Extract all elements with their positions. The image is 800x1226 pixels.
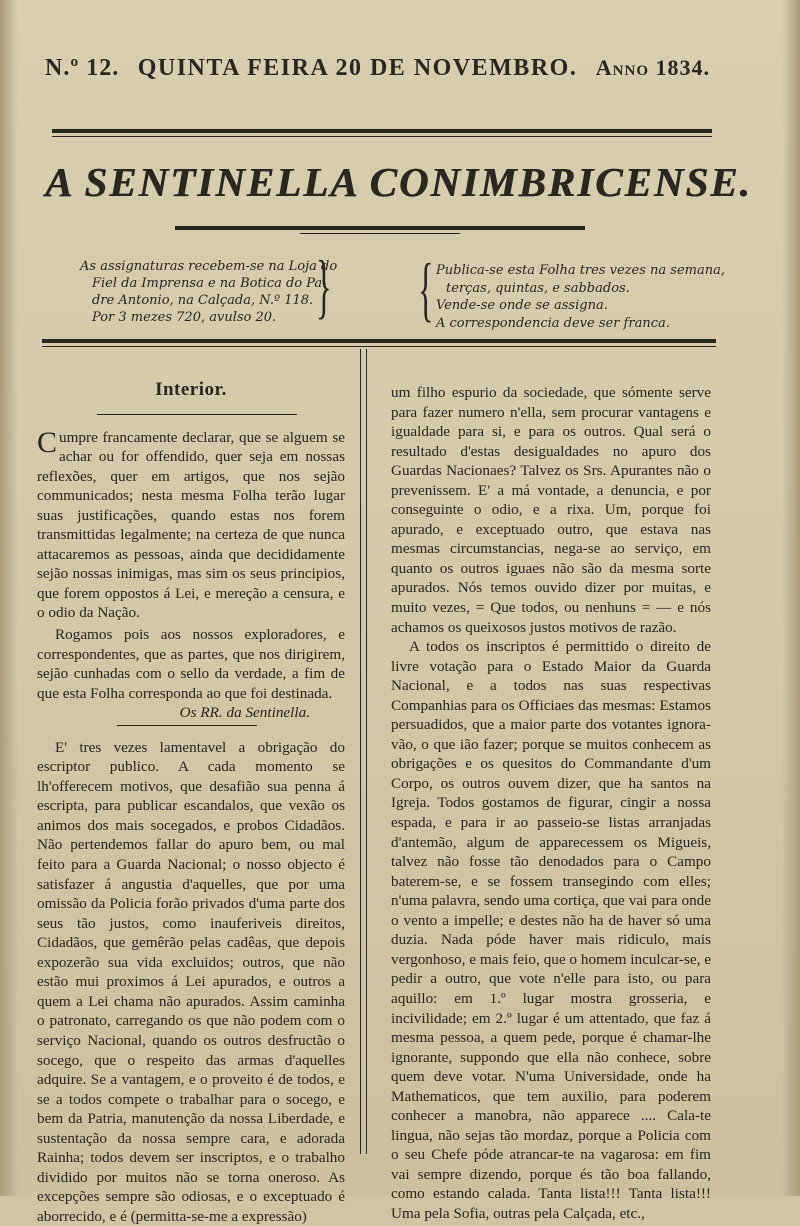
article-column-right bbox=[391, 383, 711, 1224]
drop-cap: C bbox=[37, 425, 58, 459]
article-paragraph: A todos os inscriptos é permittido o direito de livre votação para o Estado Maior da Guarda Nacional, e a todos nas suas respectivas Companhias para os Officiaes das mesmas: Estamos persuadidos, que a maior parte dos votantes ignora-vão, o que ião fazer; porque se muitos conhecem as obrigações e os quesitos do Commandante d'um Corpo, os outros ouvem dizer, que ha santos na Igreja. Todos gostamos de figurar, cingir a nossa espada, e para ir ao passeio-se listas arranjadas d'antemão, algum de apparecessem os Migueis, talvez não fosse tão denodados para o Campo baterem-se, e se fossem transegindo com elles; n'uma palavra, sendo uma cortiça, que vai para onde o vento a impelle; e destes não ha de haver só uma duzia. Nada póde haver mais ridiculo, mais vergonhoso, e mais feio, que o homem inculcar-se, e pedir a outro, que vote n'elle para isto, ou para aquillo: em 1.º lugar mostra grosseria, e incivilidade; em 2.º lugar é um attentado, que faz á mesma pessoa, a quem pede, porque é chamar-lhe ignorante, suppondo que ella não conhece, sobre quem deve votar. N'uma Universidade, onde ha Mathematicos, que tem auxilio, para poderem conhecer a manobra, não apparece .... Cala-te lingua, não sejas tão mordaz, porque a Policia com o seu Chefe póde atrancar-te na vagarosa: em fim vai sempre dizendo, porque és tão boa fallando, como estando calada. Tanta lista!!! Tanta lista!!! Uma pela Sofia, outras pela Calçada, etc., bbox=[391, 638, 711, 1222]
publication-info bbox=[436, 262, 736, 332]
article-paragraph: Rogamos pois aos nossos exploradores, e correspondentes, que as partes, que nos dirigirem, sejão cunhadas com o sello da verdade, a fim de que esta Folha corresponda ao que foi destinada. bbox=[37, 626, 345, 702]
publication-line: Publica-se esta Folha tres vezes na semana, bbox=[436, 263, 725, 278]
subscription-line: Por 3 mezes 720, avulso 20. bbox=[92, 310, 277, 325]
subscription-line: As assignaturas recebem-se na Loja do bbox=[80, 259, 338, 274]
publication-line: A correspondencia deve ser franca. bbox=[436, 315, 670, 331]
issue-year: Anno 1834. bbox=[595, 55, 710, 80]
subscription-line: dre Antonio, na Calçada, N.º 118. bbox=[92, 293, 314, 308]
left-brace: { bbox=[418, 249, 434, 329]
subscription-info bbox=[80, 258, 338, 326]
publication-line: Vende-se onde se assigna. bbox=[436, 298, 608, 313]
article-column-left bbox=[37, 380, 345, 1226]
signature-rule bbox=[117, 725, 257, 726]
column-divider bbox=[360, 349, 361, 1154]
publication-line: terças, quintas, e sabbados. bbox=[446, 280, 630, 296]
subscription-line: Fiel da Imprensa e na Botica do Pa- bbox=[92, 276, 327, 291]
masthead-title: A SENTINELLA CONIMBRICENSE. bbox=[45, 159, 752, 205]
section-rule bbox=[97, 414, 297, 415]
masthead-rule bbox=[175, 226, 585, 230]
issue-date: QUINTA FEIRA 20 DE NOVEMBRO. bbox=[137, 55, 578, 81]
info-rule bbox=[42, 339, 716, 343]
paragraph-text: umpre francamente declarar, que se alguem se achar ou for offendido, quer seja em nossas reflexões, quer em artigos, que nos sejão communicados; nesta mesma Folha terão lugar suas justificações, quando estas nos forem transmittidas legalmente; na certeza de que nunca attacaremos as pessoas, ainda que decididamente sejão nossas inimigas, mas sim os seus principios, que forem oppostos á Lei, e mereção a censura, e o odio da Nação. bbox=[37, 428, 345, 622]
right-brace: } bbox=[316, 246, 332, 326]
issue-number: N.º 12. bbox=[45, 55, 120, 81]
header-rule-top-thin bbox=[52, 136, 712, 137]
issue-header bbox=[45, 55, 710, 82]
page-edge-left bbox=[0, 0, 18, 1196]
article-paragraph bbox=[37, 425, 345, 623]
header-rule-top bbox=[52, 129, 712, 133]
article-paragraph: um filho espurio da sociedade, que sómente serve para fazer numero n'ella, sem procurar vantagens e igualdade para si, e para os outros. Qual será o resultado d'estas desigualdades no apuro dos Guardas Nacionaes? Talvez os Srs. Apurantes não o prevenissem. E' a má vontade, a denuncia, e por conseguinte o odio, e a rixa. Um, porque foi apurado, e exceptuado outro, que estava nas mesmas circumstancias, nega-se ao serviço, em quanto os outros iguaes não são da mesma sorte apurados. Nós temos ouvido dizer por muitas, e muito vezes, = Que todos, ou nenhuns = — e nós achamos os queixosos justos motivos de razão. bbox=[391, 384, 711, 636]
masthead-rule-thin bbox=[300, 233, 460, 234]
page-edge-right bbox=[782, 0, 800, 1196]
article-paragraph: E' tres vezes lamentavel a obrigação do escriptor publico. A cada momento se lh'offerecem motivos, que desafião sua penna á escripta, para publicar escandalos, que vexão os animos dos mais socegados, e probos Cidadãos. Não pertendemos fallar do apuro bem, ou mal feito para a Guarda Nacional; o nosso objecto é satisfazer á angustia d'aquelles, que por uma omissão da Policia forão privados d'uma parte dos seus tão justos, como inauferiveis direitos, Cidadãos, que gemêrão pelas cadêas, que depois expozerão sua vida excluidos; outros, que não estão mui proximos á Lei apurados, e outros a quem a Lei chama não apurados. Assim caminha o patronato, carregando os que não podem com o serviço Nacional, quando os outros desfructão o socego, que o respeito das armas d'aquelles adquire. Se a vantagem, e o proveito é de todos, e se a todos compete o trabalhar para o socego, e bem da Patria, manutenção da nossa Liberdade, e sustentação da nossa sempre cara, e adorada Rainha; todos devem ser inscriptos, e o trabalho dividido por muitos não se torna oneroso. As excepções sempre são odiosas, e o exceptuado é aborrecido, e é (permitta-se-me a expressão) bbox=[37, 738, 345, 1225]
info-rule-thin bbox=[42, 346, 716, 347]
column-divider-second bbox=[366, 349, 367, 1154]
section-title: Interior. bbox=[155, 379, 227, 400]
signature: Os RR. da Sentinella. bbox=[179, 704, 310, 722]
